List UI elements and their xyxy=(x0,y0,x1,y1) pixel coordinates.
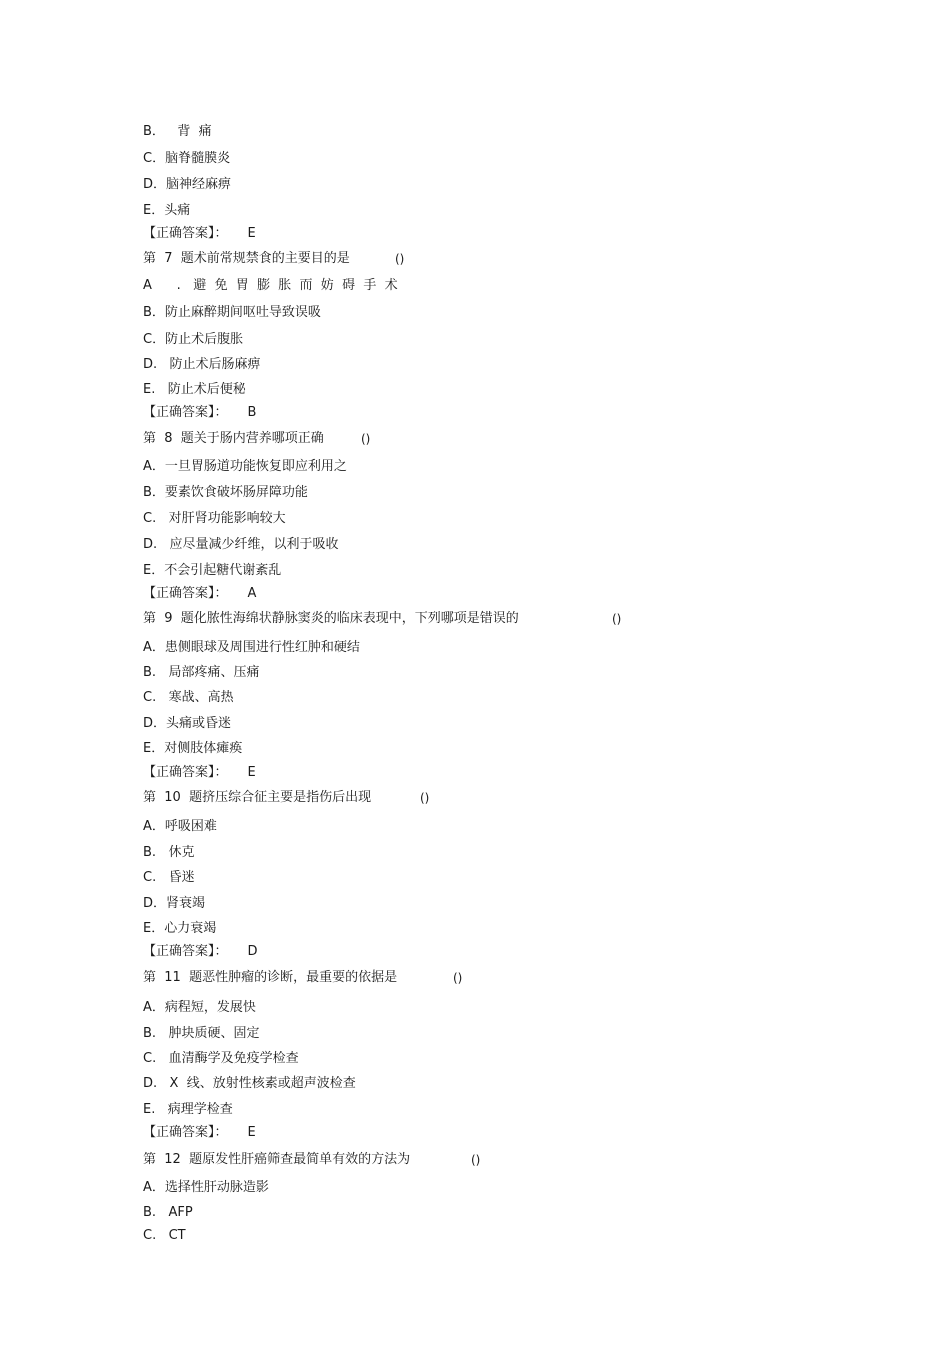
answer-value: E xyxy=(247,765,256,780)
option-item: D．肾衰竭 xyxy=(143,896,206,911)
answer-value: D xyxy=(247,944,258,959)
option-item: E. 病理学检查 xyxy=(143,1102,233,1117)
answer-line xyxy=(143,226,256,242)
answer-line xyxy=(143,944,258,960)
answer-blank: () xyxy=(453,971,463,985)
question-stem: 第 11 题恶性肿瘤的诊断，最重要的依据是 xyxy=(143,970,398,985)
answer-label: 【正确答案】： xyxy=(143,405,228,420)
option-item: C. 血清酶学及免疫学检查 xyxy=(143,1051,299,1066)
option-item: B．防止麻醉期间呕吐导致误吸 xyxy=(143,305,321,320)
option-item: D．头痛或昏迷 xyxy=(143,716,232,731)
option-item: B. AFP xyxy=(143,1205,193,1220)
option-item: B. 局部疼痛、压痛 xyxy=(143,665,260,680)
option-item: D. 防止术后肠麻痹 xyxy=(143,357,261,372)
answer-label: 【正确答案】： xyxy=(143,586,228,601)
answer-label: 【正确答案】： xyxy=(143,944,228,959)
answer-label: 【正确答案】： xyxy=(143,226,228,241)
option-item: A．呼吸困难 xyxy=(143,819,217,834)
option-item: A．一旦胃肠道功能恢复即应利用之 xyxy=(143,459,347,474)
option-item: E．不会引起糖代谢紊乱 xyxy=(143,563,282,578)
answer-line xyxy=(143,405,256,421)
option-item: C. CT xyxy=(143,1228,186,1243)
answer-label: 【正确答案】： xyxy=(143,765,228,780)
answer-blank: () xyxy=(361,432,371,446)
option-item: A . 避 免 胃 膨 胀 而 妨 碍 手 术 xyxy=(143,278,398,293)
question-stem: 第 10 题挤压综合征主要是指伤后出现 xyxy=(143,790,372,805)
option-item: B．要素饮食破坏肠屏障功能 xyxy=(143,485,308,500)
answer-value: A xyxy=(247,586,257,601)
answer-blank: () xyxy=(612,612,622,626)
question-stem: 第 9 题化脓性海绵状静脉窦炎的临床表现中，下列哪项是错误的 xyxy=(143,611,519,626)
option-item: C．防止术后腹胀 xyxy=(143,332,244,347)
answer-value: E xyxy=(247,226,256,241)
option-item: E．对侧肢体瘫痪 xyxy=(143,741,243,756)
answer-line xyxy=(143,1125,256,1141)
question-stem: 第 12 题原发性肝癌筛查最简单有效的方法为 xyxy=(143,1152,411,1167)
option-item: D．脑神经麻痹 xyxy=(143,177,232,192)
option-item: B. 休克 xyxy=(143,845,195,860)
option-item: A．选择性肝动脉造影 xyxy=(143,1180,269,1195)
option-item: B. 肿块质硬、固定 xyxy=(143,1026,260,1041)
question-stem: 第 7 题术前常规禁食的主要目的是 xyxy=(143,251,350,266)
option-item: C. 寒战、高热 xyxy=(143,690,234,705)
option-item: C．脑脊髓膜炎 xyxy=(143,151,231,166)
option-item: D. 应尽量减少纤维，以利于吸收 xyxy=(143,537,339,552)
option-item: E．心力衰竭 xyxy=(143,921,217,936)
answer-line xyxy=(143,586,256,602)
option-item: E. 防止术后便秘 xyxy=(143,382,246,397)
option-item: A．患侧眼球及周围进行性红肿和硬结 xyxy=(143,640,360,655)
option-item: D. X 线、放射性核素或超声波检查 xyxy=(143,1076,356,1091)
option-item: C. 对肝肾功能影响较大 xyxy=(143,511,286,526)
option-item: B． 背 痛 xyxy=(143,124,212,139)
option-item: C. 昏迷 xyxy=(143,870,195,885)
option-item: E．头痛 xyxy=(143,203,191,218)
option-item: A．病程短，发展快 xyxy=(143,1000,256,1015)
answer-line xyxy=(143,765,256,781)
answer-label: 【正确答案】： xyxy=(143,1125,228,1140)
answer-blank: () xyxy=(471,1153,481,1167)
answer-blank: () xyxy=(395,252,405,266)
answer-blank: () xyxy=(420,791,430,805)
question-stem: 第 8 题关于肠内营养哪项正确 xyxy=(143,431,324,446)
answer-value: E xyxy=(247,1125,256,1140)
answer-value: B xyxy=(247,405,257,420)
